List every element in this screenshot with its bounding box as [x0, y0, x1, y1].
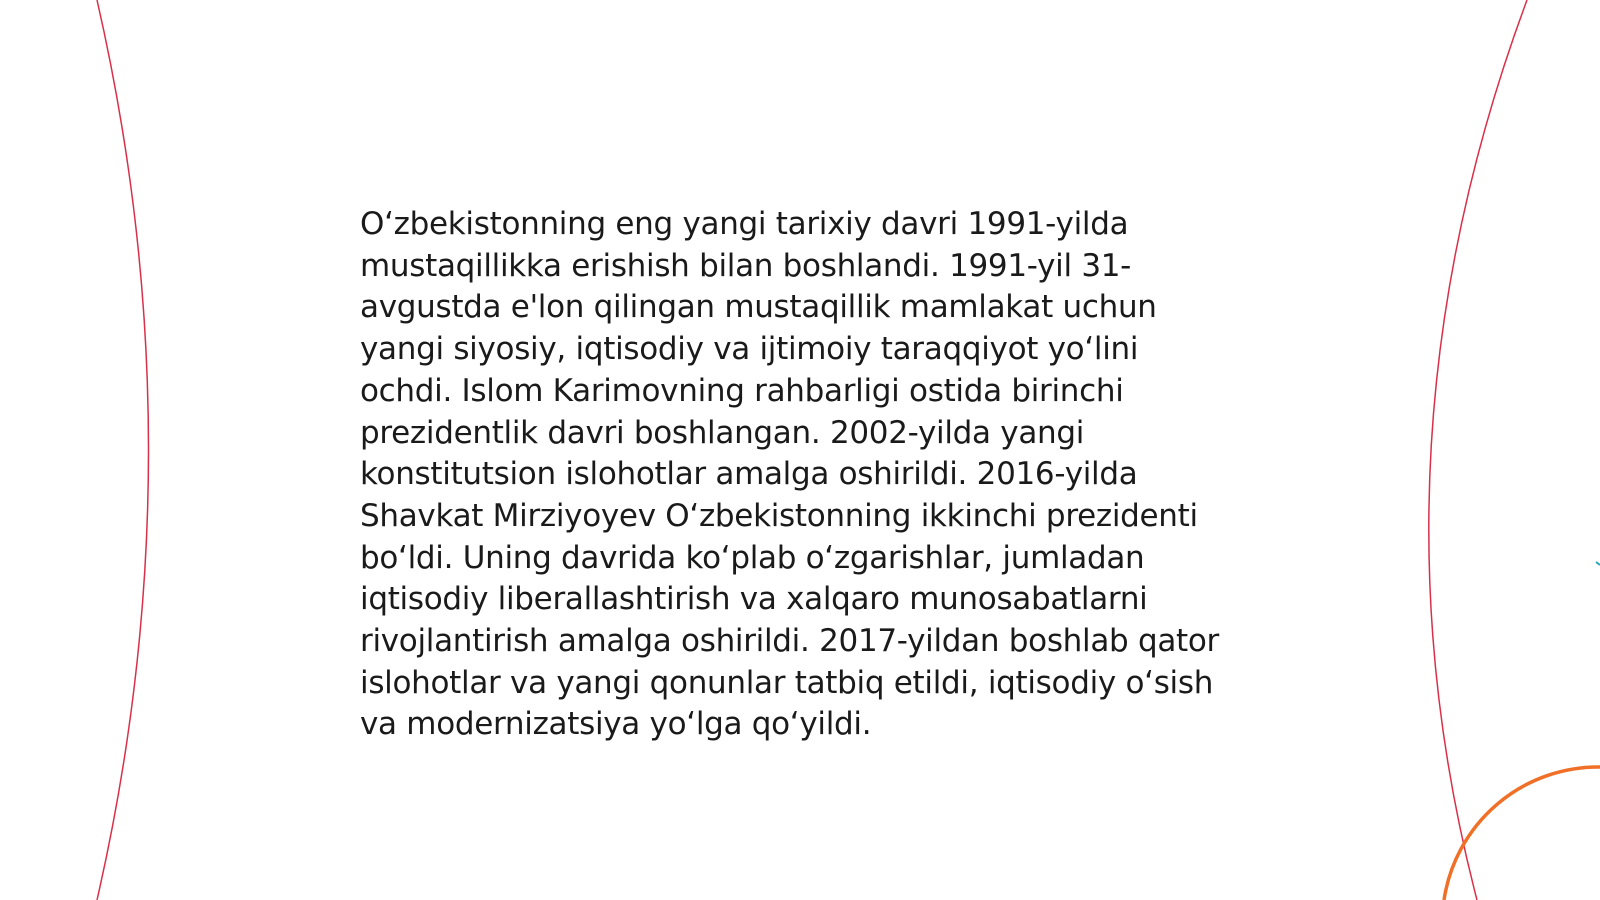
orange-arc [1444, 767, 1600, 900]
right-red-curve [1429, 0, 1527, 900]
body-paragraph: O‘zbekistonning eng yangi tarixiy davri 1991-yilda mustaqillikka erishish bilan boshlandi. 1991-yil 31-avgustda e'lon qilingan mustaqillik mamlakat uchun yangi siyosiy, iqtisodiy va ijtimoiy taraqqiyot yo‘lini ochdi. Islom Karimovning rahbarligi ostida birinchi prezidentlik davri boshlangan. 2002-yilda yangi konstitutsion islohotlar amalga oshirildi. 2016-yilda Shavkat Mirziyoyev O‘zbekistonning ikkinchi prezidenti bo‘ldi. Uning davrida ko‘plab o‘zgarishlar, jumladan iqtisodiy liberallashtirish va xalqaro munosabatlarni rivojlantirish amalga oshirildi. 2017-yildan boshlab qator islohotlar va yangi qonunlar tatbiq etildi, iqtisodiy o‘sish va modernizatsiya yo‘lga qo‘yildi. [360, 206, 1220, 743]
teal-accent-mark [1596, 562, 1600, 565]
left-red-curve [97, 0, 149, 900]
